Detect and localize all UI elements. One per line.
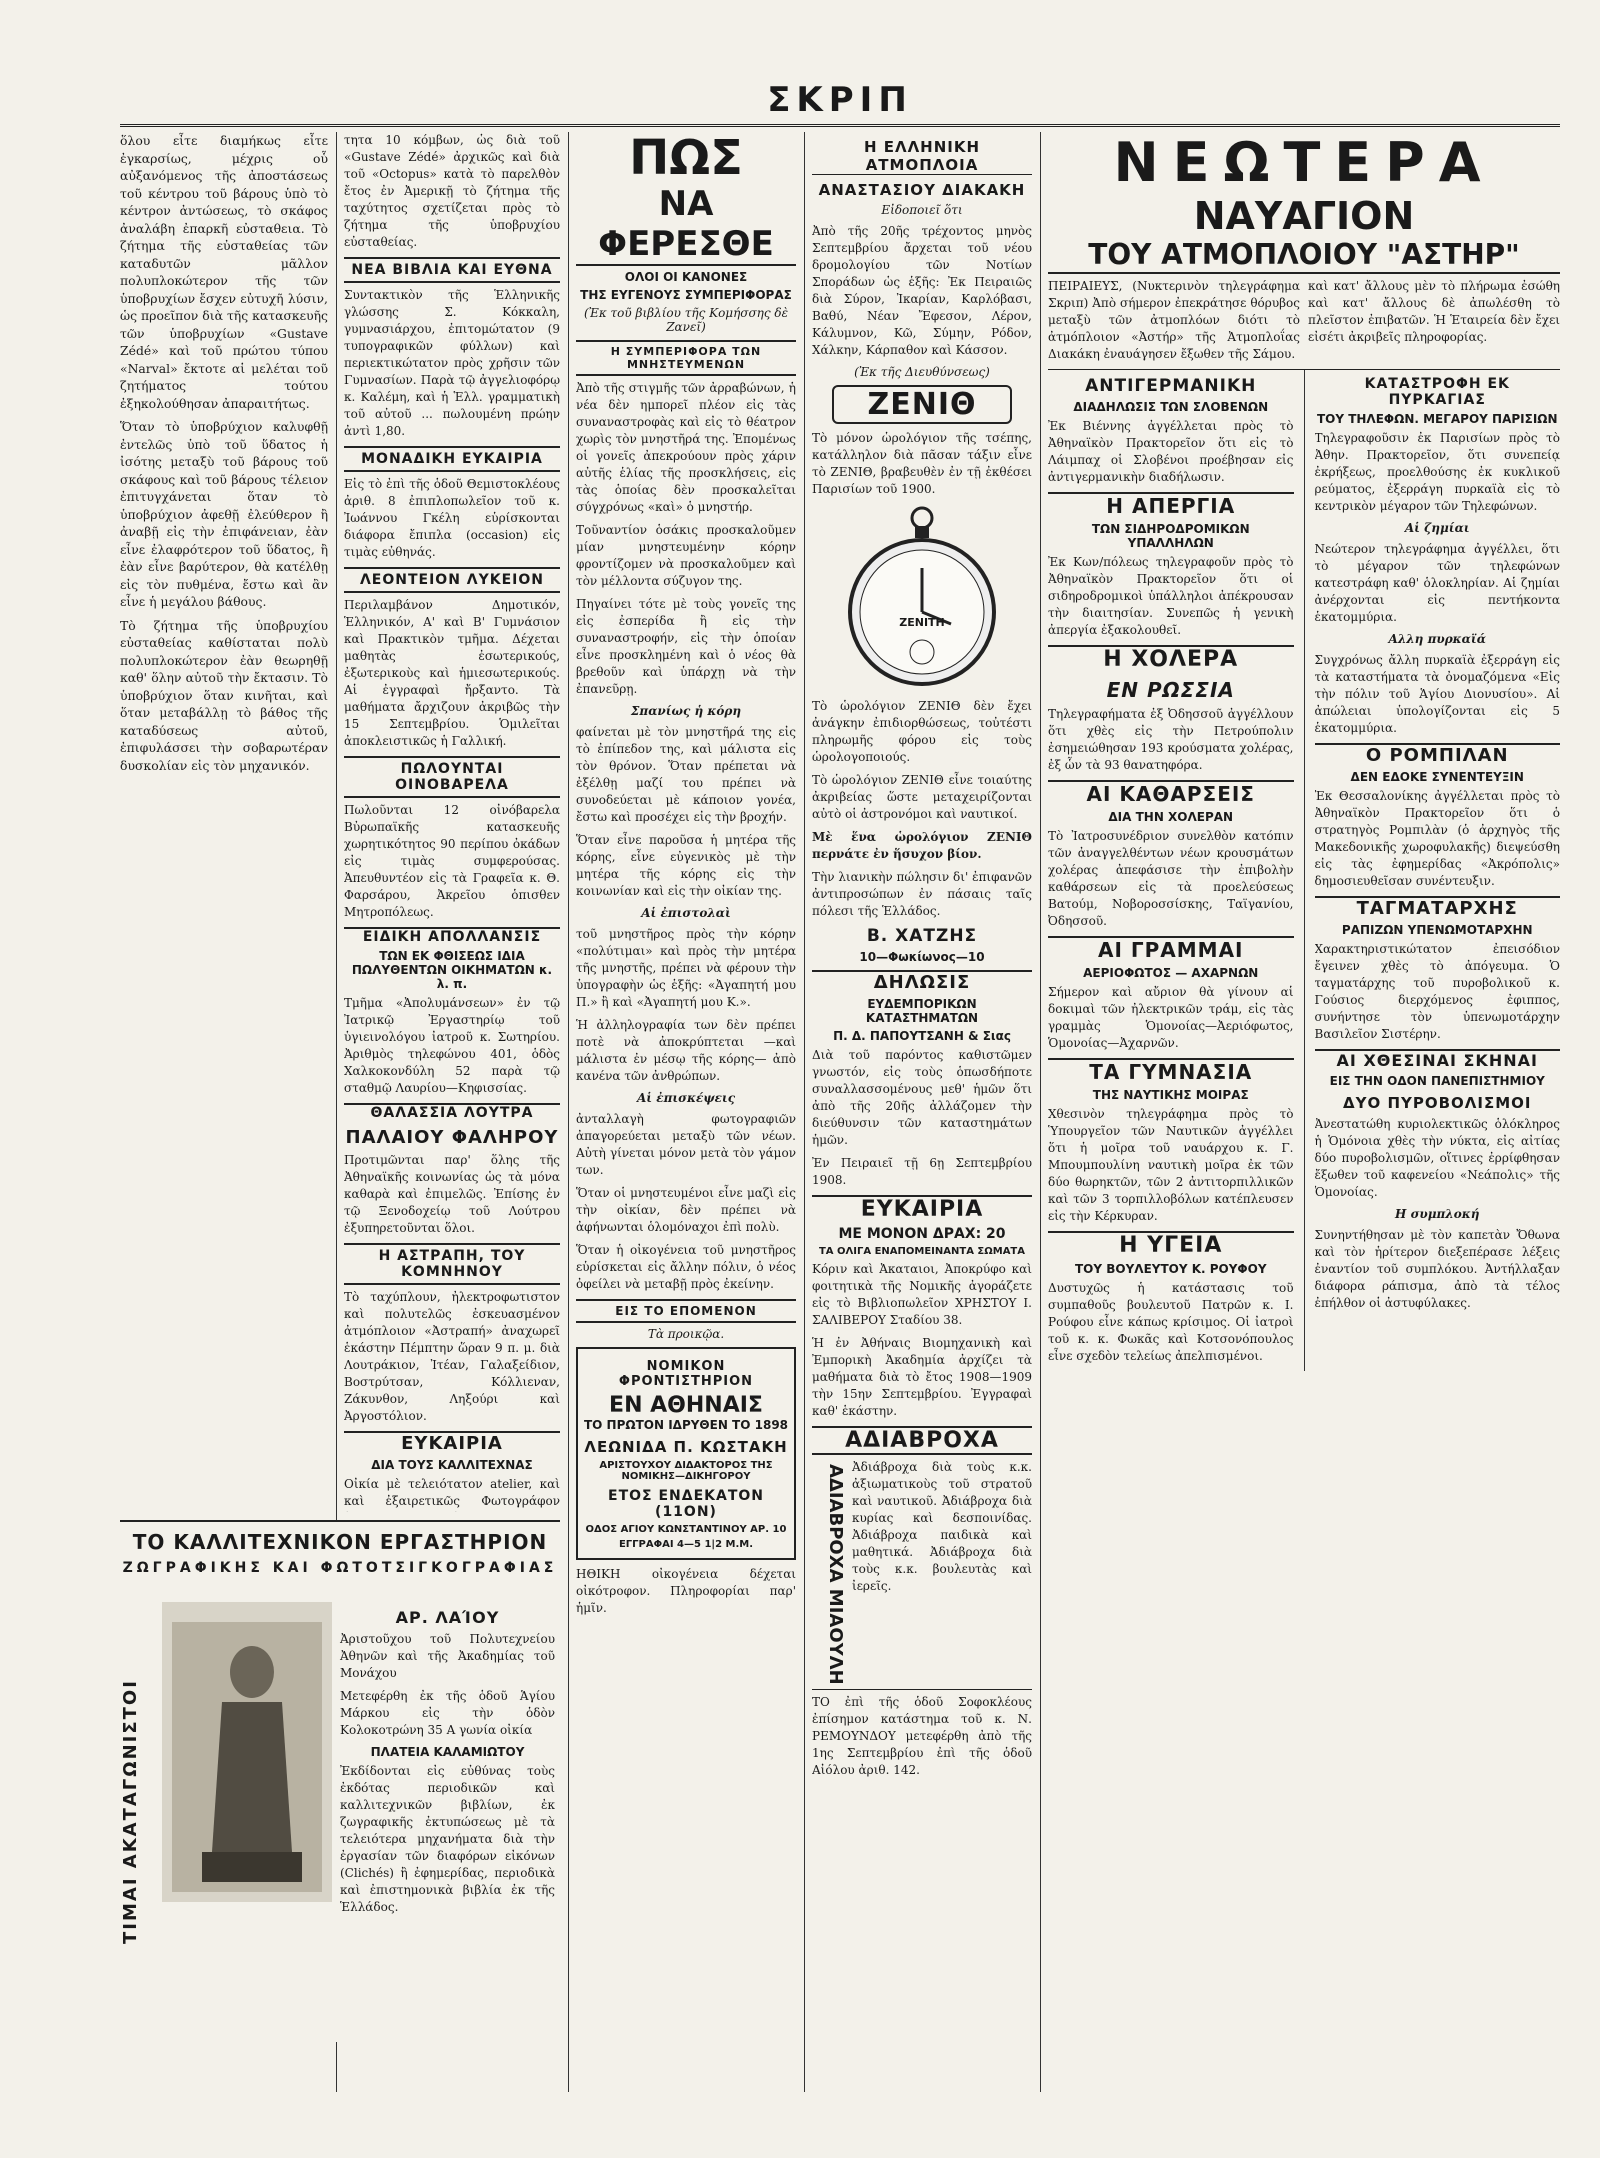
seller-name: Β. ΧΑΤΖΗΣ — [866, 926, 978, 946]
zenith-heading: ΖΕΝΙΘ — [832, 385, 1012, 424]
column-3 — [576, 132, 796, 2092]
article-text: Ἀπὸ τῆς στιγμῆς τῶν ἀρραβώνων, ἡ νέα δὲν ημπορεῖ πλέον εἰς τὰς συναναστροφὰς καὶ εἰς τὸ θέατρον χωρὶς τὸν μνηστῆρά της. Ἐπομένως οἱ γονεῖς ἀπεκρούουν πρὸς χάριν αὐτῆς ἑλίας τῆς προσκλήσεις, εἰς τὰς ὁποίας δὲν προσκαλεῖται σύγχρόνως «καὶ» ὁ μνηστήρ. — [576, 381, 796, 514]
article-text: Ἐκ Κων/πόλεως τηλεγραφοῦν πρὸς τὸ Ἀθηναϊκὸν Πρακτορεῖον ὅτι οἱ σιδηροδρομικοὶ ὑπάλληλοι ἀπέκρουσαν τὴν διαιτησίαν. Συνεπῶς ἡ γενικὴ ἀπεργία ἐξακολουθεῖ. — [1048, 555, 1294, 637]
column-2 — [344, 132, 560, 1512]
ad-text: ΕΓΓΡΑΦΑΙ 4—5 1|2 Μ.Μ. — [618, 1539, 754, 1550]
section-subheading: Εἰδοποιεῖ ὅτι — [881, 203, 963, 217]
article-text: Τὸ ὡρολόγιον ΖΕΝΙΘ εἶνε τοιαύτης ἀκριβείας ὥστε μεταχειρίζονται αὐτὸ οἱ ἀστρονόμοι καὶ ναυτικοί. — [812, 773, 1032, 821]
section-heading: ΠΑΛΑΙΟΥ ΦΑΛΗΡΟΥ — [345, 1127, 559, 1148]
ad-place: ΠΛΑΤΕΙΑ ΚΑΛΑΜΙΩΤΟΥ — [370, 1745, 525, 1759]
ad-heading: ΕΤΟΣ ΕΝΔΕΚΑΤΟΝ (11ΟΝ) — [608, 1488, 764, 1520]
section-subheading: ΕΥΔΕΜΠΟΡΙΚΩΝ ΚΑΤΑΣΤΗΜΑΤΩΝ — [865, 997, 979, 1025]
ad-text: ΤΟ ΠΡΩΤΟΝ ΙΔΡΥΘΕΝ ΤΟ 1898 — [583, 1418, 789, 1432]
section-subheading: Τὰ προικῷα. — [647, 1327, 725, 1341]
section-heading: ΜΟΝΑΔΙΚΗ ΕΥΚΑΙΡΙΑ — [344, 446, 560, 472]
section-heading: Αἱ ἐπιστολαὶ — [641, 906, 731, 920]
article-text: Τὴν λιανικὴν πώλησιν δι' ἐπιφανῶν ἀντιπροσώπων ἐν πάσαις ταῖς πόλεσι τῆς Ἑλλάδος. — [812, 870, 1032, 918]
headline: ΝΑ ΦΕΡΕΣΘΕ — [576, 184, 796, 266]
section-subheading: ΡΑΠΙΖΩΝ ΥΠΕΝΩΜΟΤΑΡΧΗΝ — [1341, 923, 1533, 937]
article-text: Μὲ ἕνα ὡρολόγιον ΖΕΝΙΘ περνάτε ἐν ἥσυχον βίον. — [812, 830, 1032, 861]
article-text: Τὸ ζήτημα τῆς ὑποβρυχίου εὐσταθείας καθίσταται πολὺ πολυπλοκώτερον ἐὰν θεωρηθῇ καθ' ὅλην αὐτοῦ τὴν ἔκτασιν. Τὸ ὑποβρύχιον ὅταν κινῆται, καὶ ὅταν μεταβάλλῃ τὸ βάθος τῆς καταδύσεως αὐτοῦ, ἐπιφυλάσσει τὴν σοβαρωτέραν δυσκολίαν εἰς τὸν μηχανικόν. — [120, 617, 328, 773]
article-text: Ὅταν οἱ μνηστευμένοι εἶνε μαζὶ εἰς τὴν οἰκίαν, δὲν πρέπει νὰ ἀφήνωνται ὁλομόναχοι ἐπὶ πολὺ. — [576, 1186, 796, 1234]
section-heading: ΛΕΟΝΤΕΙΟΝ ΛΥΚΕΙΟΝ — [344, 567, 560, 593]
section-heading: Σπανίως ἡ κόρη — [630, 704, 742, 718]
article-text: τητα 10 κόμβων, ὡς διὰ τοῦ «Gustave Zédé» ἀρχικῶς καὶ διὰ τοῦ «Octopus» κατὰ τὸ παρελθὸν ἔτος ἐν Ἀμερικῇ τὸ ζήτημα τῆς ταχύτητος σχετίζεται πρὸς τὸ ζήτημα τῆς ὑποβρυχίου εὐσταθείας. — [344, 133, 560, 249]
article-text: Χθεσινὸν τηλεγράφημα πρὸς τὸ Ὑπουργεῖον τῶν Ναυτικῶν ἀγγέλλει ὅτι ἡ μοῖρα τοῦ ναυάρχου κ. Γ. Μπουμπουλίνη ναυτικὴ μοῖρα ἐκ τῶν δύο θωρηκτῶν, τῶν 2 ἀντιτορπιλλικῶν καὶ τῶν 3 τορπιλλοβόλων κατέπλευσεν εἰς τὴν Κέρκυραν. — [1048, 1107, 1294, 1223]
section-subheading: ΤΩΝ ΕΚ ΦΘΙΣΕΩΣ ΙΔΙΑ ΠΩΛΥΘΕΝΤΩΝ ΟΙΚΗΜΑΤΩΝ κ. λ. π. — [351, 949, 553, 991]
section-subheading: ΔΕΝ ΕΔΟΚΕ ΣΥΝΕΝΤΕΥΞΙΝ — [1350, 770, 1524, 784]
article-text: Πηγαίνει τότε μὲ τοὺς γονεῖς της εἰς ἐσπερίδα ἢ εἰς τὴν συναναστροφήν, εἰς τὴν ὁποίαν εἶνε προσκλημένη καὶ ὁ νέος θὰ βρεθοῦν καὶ ὑπάρχῃ νὰ τὴν ἐπανεῦρῃ. — [576, 597, 796, 696]
subheading: ΤΗΣ ΕΥΓΕΝΟΥΣ ΣΥΜΠΕΡΙΦΟΡΑΣ — [580, 288, 792, 302]
article-text: ΤΟ ἐπὶ τῆς ὁδοῦ Σοφοκλέους ἐπίσημον κατάστημα τοῦ κ. Ν. ΡΕΜΟΥΝΔΟΥ μετεφέρθη ἀπὸ τῆς 1ης Σεπτεμβρίου ἐπὶ τῆς ὁδοῦ Αἰόλου ἀριθ. 142. — [812, 1689, 1032, 1779]
section-heading: ΤΑΓΜΑΤΑΡΧΗΣ — [1315, 896, 1561, 919]
article-text: Νεώτερον τηλεγράφημα ἀγγέλλει, ὅτι τὸ μέγαρον τῶν τηλεφώνων κατεστράφη καθ' ὁλοκληρίαν. Αἱ ζημίαι ἀνέρχονται εἰς πεντήκοντα ἑκατομμύρια. — [1314, 542, 1560, 624]
newspaper-page — [120, 80, 1560, 2120]
section-subheading: ΑΕΡΙΟΦΩΤΟΣ — ΑΧΑΡΝΩΝ — [1083, 966, 1259, 980]
section-subheading: ΔΙΑ ΤΗΝ ΧΟΛΕΡΑΝ — [1108, 810, 1234, 824]
article-text: Τὸ ὡρολόγιον ΖΕΝΙΘ δὲν ἔχει ἀνάγκην ἐπιδιορθώσεως, τοὐτέστι πληρωμῆς φόρου εἰς τοὺς ὡρολογοποιούς. — [812, 699, 1032, 764]
article-text: Προτιμῶνται παρ' ὅλης τῆς Ἀθηναϊκῆς κοινωνίας ὡς τὰ μόνα καθαρὰ καὶ ἐπιμελῶς. Ἐπίσης ἐν τῷ Ξενοδοχείῳ τοῦ Λούτρου ἐξυπηρετοῦνται ὅλοι. — [344, 1153, 560, 1235]
article-text: Περιλαμβάνον Δημοτικόν, Ἑλληνικόν, Α' καὶ Β' Γυμνάσιον καὶ Πρακτικὸν τμῆμα. Δέχεται μαθητὰς ἐσωτερικούς, ἐξωτερικοὺς καὶ ἡμιεσωτερικούς. Αἱ ἐγγραφαὶ ἤρξαντο. Τὰ μαθήματα ἄρχιζουν ἀκριβῶς τὴν 15 Σεπτεμβρίου. Ὁμιλεῖται ἀποκλειστικῶς ἡ Γαλλική. — [344, 598, 560, 748]
article-text: Χαρακτηριστικώτατον ἐπεισόδιον ἔγεινεν χθὲς τὸ ἀπόγευμα. Ὁ ταγματάρχης τοῦ πυροβολικοῦ κ. Γούσιος διερχόμενος ἐφιππος, συνήντησε τὸν ὑπενωμοτάρχην Βασιλεῖον Σιστέρην. — [1314, 942, 1560, 1041]
article-text: Συντακτικὸν τῆς Ἑλληνικῆς γλώσσης Σ. Κόκκαλη, γυμνασιάρχου, ἐπιτομώτατον (9 τυπογραφικῶν φύλλων) καὶ περιεκτικώτατον πρὸς χρῆσιν τῶν Γυμνασίων. Παρὰ τῷ ἀγγελιοφόρῳ κ. Καλέμη, καὶ ἡ Ἑλλ. γραμματικὴ τοῦ αὐτοῦ ... πωλουμένη πρώην ἀντὶ 1,80. — [344, 288, 560, 438]
watch-brand: ZENITH — [899, 616, 945, 629]
column-rule — [804, 132, 805, 2092]
article-text: Ἡ ἐν Ἀθήναις Βιομηχανικὴ καὶ Ἐμπορικὴ Ἀκαδημία ἀρχίζει τὰ μαθήματα διὰ τὸ ἔτος 1908—1909 τὴν 15ην Σεπτεμβρίου. Ἐγγραφαὶ καθ' ἑκάστην. — [812, 1336, 1032, 1418]
subheading: ΟΛΟΙ ΟΙ ΚΑΝΟΝΕΣ — [624, 270, 748, 284]
classified-text: ΗΘΙΚΗ οἰκογένεια δέχεται οἰκότροφον. Πληροφορίαι παρ' ἡμῖν. — [576, 1567, 796, 1615]
article-text: Τηλεγραφοῦσιν ἐκ Παρισίων πρὸς τὸ Ἀθην. Πρακτορεῖον, ὅτι συνεπείᾳ ἐκρήξεως, προελθούσης ἐκ κυκλικοῦ ρεύματος, ἐξερράγη πυρκαϊὰ εἰς τὸ κεντρικὸν μέγαρον τῶν Τηλεφώνων. — [1314, 431, 1560, 513]
headline: ΠΩΣ — [629, 132, 743, 186]
ad-side-text: ΤΙΜΑΙ ΑΚΑΤΑΓΩΝΙΣΤΟΙ — [120, 1679, 141, 1945]
ad-text: Ἐκδίδονται εἰς εὐθύνας τοὺς ἐκδότας περιοδικῶν καὶ καλλιτεχνικῶν βιβλίων, ἐκ ζωγραφικῆς ἐκτυπώσεως μὲ τὰ τελειότερα μηχανήματα διὰ τὴν ἐργασίαν τῶν διαφόρων εἰκόνων (Clichés) ἢ ἐφημερίδας, περιοδικὰ καὶ ἐπιστημονικὰ βιβλία ἐκ τῆς Ἑλλάδος. — [340, 1764, 555, 1914]
column-rule — [568, 132, 569, 2092]
ad-text: ΟΔΟΣ ΑΓΙΟΥ ΚΩΝΣΤΑΝΤΙΝΟΥ ΑΡ. 10 — [585, 1524, 787, 1535]
newspaper-title: ΣΚΡΙΠ — [767, 80, 913, 120]
section-heading: ΚΑΤΑΣΤΡΟΦΗ ΕΚ ΠΥΡΚΑΓΙΑΣ — [1364, 376, 1510, 408]
section-subheading: ΜΕ ΜΟΝΟΝ ΔΡΑΧ: 20 — [838, 1226, 1006, 1242]
statue-illustration — [162, 1602, 332, 1902]
section-heading: Η ΑΠΕΡΓΙΑ — [1048, 492, 1294, 518]
article-text: Τοῦναντίον ὁσάκις προσκαλοῦμεν μίαν μνηστευμένην κόρην φροντίζομεν νὰ προσκαλοῦμεν καὶ τὸν μέλλοντα σύζυγον της. — [576, 523, 796, 588]
article-text: Τηλεγραφήματα ἐξ Ὀδησσοῦ ἀγγέλλουν ὅτι χθὲς εἰς τὴν Πετρούπολιν ἐσημειώθησαν 193 κρούσματα χολέρας, ἐξ ὧν τὰ 93 θανατηφόρα. — [1048, 707, 1294, 772]
article-text: Διὰ τοῦ παρόντος καθιστῶμεν γνωστόν, εἰς τοὺς ὁπωσδήποτε συναλλασσομένους μεθ' ἡμῶν ὅτι ἀπὸ τῆς 20ῆς ἀλλάζομεν τὴν διεύθυνσιν τῶν καταστημάτων ἡμῶν. — [812, 1048, 1032, 1147]
section-heading: ΝΕΑ ΒΙΒΛΙΑ ΚΑΙ ΕΥΘΝΑ — [344, 257, 560, 283]
column-rule — [1040, 132, 1041, 2092]
column-rule — [1304, 370, 1305, 1371]
section-heading: ΕΙΔΙΚΗ ΑΠΟΛΛΑΝΣΙΣ — [344, 927, 560, 945]
law-school-advertisement — [576, 1347, 796, 1560]
section-subheading: ΔΙΑΔΗΛΩΣΙΣ ΤΩΝ ΣΛΟΒΕΝΩΝ — [1073, 400, 1269, 414]
article-text: Εἰς τὸ ἐπὶ τῆς ὁδοῦ Θεμιστοκλέους ἀριθ. 8 ἐπιπλοπωλεῖον τοῦ κ. Ἰωάννου Γκέλη εὑρίσκονται διάφορα ἔπιπλα (occasion) εἰς τιμὰς εὐθηνάς. — [344, 477, 560, 559]
article-text: Τὸ Ἰατροσυνέδριον συνελθὸν κατόπιν τῶν ἀναγγελθέντων νέων κρουσμάτων χολέρας ἀπεφάσισε τὴν ἐπιβολὴν καθάρσεων εἰς τὰ προελεύσεως Βατούμ, Νοβοροσσίσκης, Ταϊγανίου, Ὀδησσοῦ. — [1048, 829, 1294, 928]
ad-side-text: ΑΔΙΑΒΡΟΧΑ ΜΙΑΟΥΛΗ — [825, 1463, 846, 1685]
ad-text: ΑΡΙΣΤΟΥΧΟΥ ΔΙΔΑΚΤΟΡΟΣ ΤΗΣ ΝΟΜΙΚΗΣ—ΔΙΚΗΓΟΡΟΥ — [599, 1460, 773, 1482]
source-note: (Ἐκ τῆς Διευθύνσεως) — [854, 365, 990, 379]
article-text: ὅλου εἶτε διαμήκως εἶτε ἐγκαρσίως, μέχρις οὗ αὐξανόμενος τῆς ἀποστάσεως τοῦ κέντρου τοῦ βάρους ὑπὸ τὸ κέντρον ἀντώσεως, τὸ σκάφος ἀναλάβη ἐπαρκῆ εὐσταθεια. Τὸ ζήτημα τῆς εὐσταθείας τῶν καταδυτῶν μᾶλλον πολυπλοκώτερον τῆς τῶν ὑποβρυχίων ἔσχεν εὐτυχῆ λύσιν, ὡς προεῖπον διὰ τῆς κατασκευῆς τῶν ὑποβρυχίων «Gustave Zédé» καὶ τοῦ πρώτου τύπου «Narval» ἔκτοτε αἱ μελέται τοῦ ζητήματος τούτου ἐξηκολούθησαν ἀπαραιτήτως. — [120, 133, 328, 411]
article-text: Συνηντήθησαν μὲ τὸν καπετὰν Ὄθωνα καὶ τὸν ἡρίτερον διεξεπέρασε λέξεις ἐναντίον τοῦ συμπλόκου. Ἀντήλλαξαν διάφορα ράπισμα, ἀπὸ τὰ τέλος ἐπήλθον οἱ ἀστυφύλακες. — [1314, 1228, 1560, 1310]
section-subheading: ΕΙΣ ΤΗΝ ΟΔΟΝ ΠΑΝΕΠΙΣΤΗΜΙΟΥ — [1329, 1074, 1545, 1088]
section-heading: ΑΙ ΧΘΕΣΙΝΑΙ ΣΚΗΝΑΙ — [1315, 1049, 1561, 1070]
section-subheading: ΤΟΥ ΤΗΛΕΦΩΝ. ΜΕΓΑΡΟΥ ΠΑΡΙΣΙΩΝ — [1316, 412, 1558, 426]
section-subheading: Π. Δ. ΠΑΠΟΥΤΣΑΝΗ & Σιας — [833, 1029, 1011, 1043]
article-text: Οἰκία μὲ τελειότατον atelier, καὶ καὶ ἐξαιρετικῶς Φωτογράφον — [344, 1477, 560, 1508]
section-heading: ΑΙ ΓΡΑΜΜΑΙ — [1048, 936, 1294, 962]
article-text: Συγχρόνως ἄλλη πυρκαϊὰ ἐξερράγη εἰς τὰ καταστήματα τὰ ὀνομαζόμενα «Εἰς τὴν πόλιν τοῦ Ἁγίου Διονυσίου». Αἱ ἀπώλειαι ὑπολογίζονται εἰς 5 ἑκατομμύρια. — [1314, 653, 1560, 735]
article-text: ΠΕΙΡΑΙΕΥΣ, (Νυκτερινὸν τηλεγράφημα Σκριπ) Ἀπὸ σήμερον ἐπεκράτησε θόρυβος μεταξὺ τῶν ἀτμοπλόων διότι τὸ ἀτμόπλοιον «Ἀστήρ» τῆς Ἀτμοπλοΐας Διακάκη ἐναυάγησεν ἔξωθεν τῆς Σάμου. — [1048, 279, 1300, 361]
article-text: καὶ κατ' ἄλλους μὲν τὸ πλήρωμα ἐσώθη καὶ κατ' ἄλλους δὲ ἀπωλέσθη τὸ πλεῖστον ἐπιβατῶν. Ἡ Ἑταιρεία δὲν ἔχει εἰσέτι ἀκριβεῖς πληροφορίας. — [1308, 279, 1560, 344]
article-text: Πωλοῦνται 12 οἰνόβαρελα Βὐρωπαϊκῆς κατασκευῆς χωρητικότητος 90 περίπου ὀκάδων εἰς τιμὰς συμφερούσας. Ἀπευθυντέον εἰς τὰ Γραφεῖα κ. Θ. Φαρσάρου, Ἀκρεῖου ὁπισθεν Μητροπόλεως. — [344, 803, 560, 919]
article-text: Τὸ ταχύπλουν, ἠλεκτροφωτιστον καὶ πολυτελῶς ἐσκευασμένον ἀτμόπλοιον «Ἀστραπή» ἀναχωρεῖ ἑκάστην Πέμπτην ὥραν 9 π. μ. διὰ Λουτράκιον, Ἰτέαν, Γαλαξείδιον, Βοστρύτσαν, Κόλλιεναν, Ζάκυνθον, Ληξούρι καὶ Ἀργοστόλιον. — [344, 1290, 560, 1423]
article-text: Ἡ ἀλληλογραφία των δὲν πρέπει ποτὲ νὰ ἀποκρύπτεται —καὶ μάλιστα ἐν μέσῳ τῆς κόρης— ἀπὸ κανένα τῶν ἀνθρώπων. — [576, 1018, 796, 1083]
section-heading: Η συμπλοκή — [1395, 1207, 1480, 1221]
article-text: Τὸ μόνον ὡρολόγιον τῆς τσέπης, κατάλληλον διὰ πᾶσαν τάξιν εἶνε τὸ ΖΕΝΙΘ, βραβευθὲν ἐν τῇ ἐκθέσει Παρισίων τοῦ 1900. — [812, 431, 1032, 496]
section-heading: Η ΑΣΤΡΑΠΗ, ΤΟΥ ΚΟΜΝΗΝΟΥ — [344, 1243, 560, 1285]
article-text: Ἐκ Βιέννης ἀγγέλλεται πρὸς τὸ Ἀθηναϊκὸν Πρακτορεῖον ὅτι εἰς τὸ Λάιμπαχ οἱ Σλοβένοι προέβησαν εἰς ἀντιγερμανικὴν διαδήλωσιν. — [1048, 419, 1294, 484]
column-5 — [1048, 132, 1560, 2092]
source-note: (Ἐκ τοῦ βιβλίου τῆς Κομήσσης δὲ Ζανεῖ) — [583, 306, 789, 334]
ad-heading: ΛΕΩΝΙΔΑ Π. ΚΩΣΤΑΚΗ — [584, 1438, 788, 1456]
article-text: Ἀνεστατώθη κυριολεκτικῶς ὁλόκληρος ἡ Ὁμόνοια χθὲς τὴν νύκτα, εἰς αἰτίας δύο πυροβολισμῶν, οἵτινες ἐρρίφθησαν ἔξωθεν τοῦ καφενείου «Νεάπολις» τῆς Ὁμονοίας. — [1314, 1117, 1560, 1199]
ad-text: Ἀριστοῦχου τοῦ Πολυτεχνείου Ἀθηνῶν καὶ τῆς Ἀκαδημίας τοῦ Μονάχου — [340, 1632, 555, 1680]
headline: ΤΟΥ ΑΤΜΟΠΛΟΙΟΥ "ΑΣΤΗΡ" — [1048, 238, 1560, 274]
seller-address: 10—Φωκίωνος—10 — [859, 950, 985, 964]
article-text: Δυστυχῶς ἡ κατάστασις τοῦ συμπαθοῦς βουλευτοῦ Πατρῶν κ. Ι. Ρούφου εἶνε κάπως κρίσιμος. Οἱ ἰατροὶ τοῦ κ. κ. Φωκᾶς καὶ Κοτσονόπουλος εἶνε σχεδὸν τελείως ἀπελπισμένοι. — [1048, 1281, 1294, 1363]
section-heading: ΕΥΚΑΙΡΙΑ — [812, 1195, 1032, 1222]
section-heading: Η ΣΥΜΠΕΡΙΦΟΡΑ ΤΩΝ ΜΝΗΣΤΕΥΜΕΝΩΝ — [576, 340, 796, 376]
article-text: Ἐκ Θεσσαλονίκης ἀγγέλλεται πρὸς τὸ Ἀθηναϊκὸν Πρακτορεῖον ὅτι ὁ στρατηγὸς Ρομπιλὰν (ὁ ἀρχηγὸς τῆς Μακεδονικῆς χωροφυλακῆς) διεψεύσθη εἰς τὰς ἐφημερίδας «Ἀκρόπολις» δημοσιευθεῖσαν συνέντευξιν. — [1314, 789, 1560, 888]
section-heading: ΔΗΛΩΣΙΣ — [812, 970, 1032, 993]
section-heading: ΑΝΤΙΓΕΡΜΑΝΙΚΗ — [1085, 376, 1257, 396]
ad-text: Μετεφέρθη ἐκ τῆς ὁδοῦ Ἁγίου Μάρκου εἰς τὴν ὁδὸν Κολοκοτρώνη 35 Α γωνία οἰκία — [340, 1689, 555, 1737]
article-text: Σήμερον καὶ αὔριον θὰ γίνουν αἱ δοκιμαὶ τῶν ἠλεκτρικῶν τράμ, εἰς τὰς γραμμὰς Ὁμονοίας—Ἀεριόφωτος, Ὁμονοίας—Ἀχαρνῶν. — [1048, 985, 1294, 1050]
ad-heading: ΝΟΜΙΚΟΝ ΦΡΟΝΤΙΣΤΗΡΙΟΝ — [618, 1359, 754, 1389]
ad-heading: ΕΝ ΑΘΗΝΑΙΣ — [609, 1393, 763, 1418]
section-subheading: ΤΗΣ ΝΑΥΤΙΚΗΣ ΜΟΙΡΑΣ — [1092, 1088, 1249, 1102]
section-subheading: ΔΙΑ ΤΟΥΣ ΚΑΛΛΙΤΕΧΝΑΣ — [371, 1458, 533, 1472]
column-4 — [812, 132, 1032, 2092]
article-text: Ὅταν ἡ οἰκογένεια τοῦ μνηστῆρος εὑρίσκεται εἰς ἄλλην πόλιν, ὁ νέος ὀφείλει νὰ μεταβῇ πρὸς ἐκείνην. — [576, 1243, 796, 1291]
article-text: Ὅταν τὸ ὑποβρύχιον καλυφθῇ ἐντελῶς ὑπὸ τοῦ ὕδατος ἡ ἰσότης μεταξὺ τοῦ βάρους τοῦ σκάφους καὶ τοῦ βάρους τέλειον ἐπιτυγχάνεται ὅταν τὸ ὑποβρύχιον ἀφεθῇ ἐλεύθερον ἢ ἀναβῇ εἰς τὴν ἐπιφάνειαν, ἐὰν εἶνε ἐλαφρότερον τοῦ ὕδατος, ἢ ἐὰν εἶνε βαρύτερον, θὰ κατέλθῃ εἰς τὸν πυθμένα, ἔστω καὶ ἂν εἶνε ἡ μεγάλου βάθους. — [120, 419, 328, 609]
section-heading: ΕΝ ΡΩΣΣΙΑ — [1106, 678, 1235, 702]
article-text: Τμῆμα «Ἀπολυμάνσεων» ἐν τῷ Ἰατρικῷ Ἐργαστηρίῳ τοῦ ὑγιεινολόγου ἰατροῦ κ. Σωτηρίου. Ἀριθμὸς τηλεφώνου 401, ὁδὸς Χαλκοκονδύλη 52 παρὰ τῷ σταθμῷ Λαυρίου—Κηφισσίας. — [344, 996, 560, 1095]
section-subheading: ΤΟΥ ΒΟΥΛΕΥΤΟΥ Κ. ΡΟΥΦΟΥ — [1074, 1262, 1267, 1276]
ad-owner: ΑΡ. ΛΑΊΟΥ — [395, 1608, 500, 1627]
section-heading: Η ΥΓΕΙΑ — [1048, 1231, 1294, 1258]
subcolumn-left — [1048, 370, 1294, 1371]
headline: ΝΑΥΑΓΙΟΝ — [1193, 194, 1415, 238]
section-heading: ΑΝΑΣΤΑΣΙΟΥ ΔΙΑΚΑΚΗ — [818, 181, 1026, 199]
subcolumn-right — [1315, 370, 1561, 1371]
article-text: Ἀδιάβροχα διὰ τοὺς κ.κ. ἀξιωματικοὺς τοῦ στρατοῦ καὶ ναυτικοῦ. Ἀδιάβροχα διὰ κυρίας καὶ δεσποινίδας. Ἀδιάβροχα παιδικὰ καὶ μαθητικά. Ἀδιάβροχα διὰ τοὺς κ.κ. βουλευτὰς καὶ ἰερεῖς. — [852, 1460, 1032, 1593]
section-heading: ΑΙ ΚΑΘΑΡΣΕΙΣ — [1048, 780, 1294, 806]
headline: ΝΕΩΤΕΡΑ — [1113, 132, 1495, 194]
article-text: Κόριν καὶ Ἀκαταιοι, Ἀποκρύφο καὶ φοιτητικὰ τῆς Νομικῆς ἀγοράζετε εἰς τὸ Βιβλιοπωλεῖον ΧΡΗΣΤΟΥ Ι. ΣΑΛΙΒΕΡΟΥ Σταδίου 38. — [812, 1262, 1032, 1327]
section-heading: Αλλη πυρκαϊά — [1388, 632, 1486, 646]
section-heading: Η ΧΟΛΕΡΑ — [1048, 645, 1294, 672]
section-heading: Η ΕΛΛΗΝΙΚΗ ΑΤΜΟΠΛΟΙΑ — [812, 138, 1032, 175]
section-heading: Ο ΡΟΜΠΙΛΑΝ — [1315, 743, 1561, 766]
section-heading: ΔΥΟ ΠΥΡΟΒΟΛΙΣΜΟΙ — [1343, 1094, 1532, 1112]
section-heading: ΘΑΛΑΣΣΙΑ ΛΟΥΤΡΑ — [344, 1103, 560, 1121]
masthead — [120, 80, 1560, 127]
pocket-watch-illustration — [847, 504, 997, 694]
article-text: Ἐν Πειραιεῖ τῇ 6ῃ Σεπτεμβρίου 1908. — [812, 1156, 1032, 1187]
ad-title: ΤΟ ΚΑΛΛΙΤΕΧΝΙΚΟΝ ΕΡΓΑΣΤΗΡΙΟΝ — [132, 1530, 548, 1554]
section-heading: ΤΑ ΓΥΜΝΑΣΙΑ — [1048, 1058, 1294, 1084]
section-heading: ΑΔΙΑΒΡΟΧΑ — [812, 1426, 1032, 1455]
article-text: τοῦ μνηστῆρος πρὸς τὴν κόρην «πολύτιμαι» καὶ πρὸς τὴν μητέρα τῆς μνηστῆς, πρέπει νὰ φέρουν τὴν ὑπογραφὴν ὡς ἑξῆς: «Ἀγαπητή μου Π.» ἢ καὶ «Ἀγαπητή μου Κ.». — [576, 927, 796, 1009]
studio-advertisement — [120, 1520, 560, 2042]
article-text: Ἀπὸ τῆς 20ῆς τρέχοντος μηνὸς Σεπτεμβρίου ἄρχεται τοῦ νέου δρομολογίου τῶν Νοτίων Σποράδων ὡς ἑξῆς: Ἐκ Πειραιῶς διὰ Σύρον, Ἰκαρίαν, Καρλόβασι, Βαθύ, Νέαν Ἔφεσον, Λέρον, Κάλυμνον, Κῶ, Σύμην, Ρόδον, Χάλκην, Κάρπαθον καὶ Κάσσον. — [812, 224, 1032, 357]
section-heading: ΠΩΛΟΥΝΤΑΙ ΟΙΝΟΒΑΡΕΛΑ — [344, 756, 560, 798]
section-heading: ΕΥΚΑΙΡΙΑ — [344, 1431, 560, 1454]
ad-subtitle: ΖΩΓΡΑΦΙΚΗΣ ΚΑΙ ΦΩΤΟΤΣΙΓΚΟΓΡΑΦΙΑΣ — [122, 1560, 558, 1576]
section-heading: Αἱ ζημίαι — [1404, 521, 1470, 535]
article-text: φαίνεται μὲ τὸν μνηστῆρά της εἰς τὸ ἐπίπεδον της, καὶ μάλιστα εἰς τὸν θρόνον. Ὅταν πρέπεται νὰ ἐξέλθῃ μαζί του πρέπει νὰ συνοδεύεται μὲ κάποιον γονέα, ἔστω καὶ προσέχει εἰς τὴν βροχήν. — [576, 725, 796, 824]
article-text: Ὅταν εἶνε παροῦσα ἡ μητέρα τῆς κόρης, εἶνε εὐγενικὸς μὲ τὴν μητέρα τῆς κόρης εἰς τὴν κοινωνίαν καὶ εἰς τὴν οἰκίαν της. — [576, 833, 796, 898]
section-heading: Αἱ ἐπισκέψεις — [636, 1091, 736, 1105]
section-subheading: ΤΑ ΟΛΙΓΑ ΕΝΑΠΟΜΕΙΝΑΝΤΑ ΣΩΜΑΤΑ — [818, 1246, 1025, 1257]
section-heading: ΕΙΣ ΤΟ ΕΠΟΜΕΝΟΝ — [576, 1299, 796, 1323]
section-subheading: ΤΩΝ ΣΙΔΗΡΟΔΡΟΜΙΚΩΝ ΥΠΑΛΛΗΛΩΝ — [1091, 522, 1250, 550]
article-text: ἀνταλλαγὴ φωτογραφιῶν ἀπαγορεύεται μεταξὺ τῶν νέων. Αὐτὴ γίνεται μόνον μετὰ τὸν γάμον των. — [576, 1112, 796, 1177]
